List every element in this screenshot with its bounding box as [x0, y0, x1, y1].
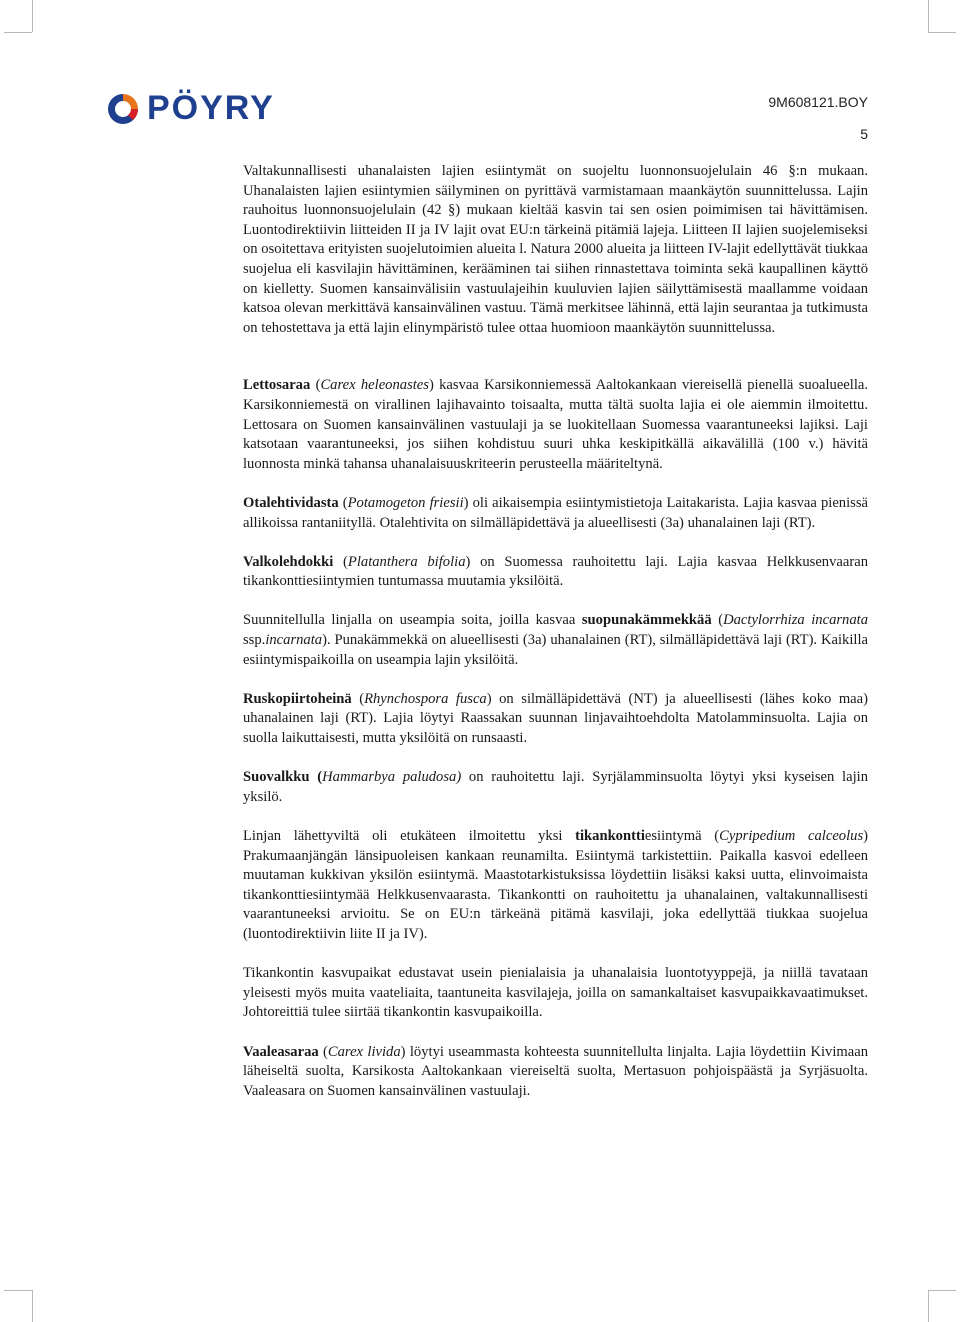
crop-mark [928, 0, 929, 32]
species-name: Suovalkku ( [243, 769, 323, 786]
species-name: suopunakämmekkää [581, 612, 712, 629]
latin-name: Carex heleonastes [320, 377, 429, 394]
latin-name: Cypripedium calceolus [719, 828, 864, 844]
paragraph-suovalkku: Suovalkku (Hammarbya paludosa) on rauhoitettu laji. Syrjälamminsuolta löytyi yksi kyseisen lajin yksilö. [243, 769, 868, 805]
logo-wordmark: PÖYRY [147, 89, 275, 127]
species-name: Ruskopiirtoheinä [243, 690, 352, 707]
paragraph-lettosara: Lettosaraa (Carex heleonastes) kasvaa Karsikonniemessä Aaltokankaan viereisellä pienellä suoalueella. Karsikonniemestä on virallinen lajihavainto toisaalta, mutta tältä suolta lajia ei ole aiemmin ilmoitettu. Lettosara on Suomen kansainvälinen vastuulaji ja se luokitellaan Suomessa vaarantuneeksi lajiksi. Laji katsotaan vaarantuneeksi, jos siihen kohdistuu suuri uhka keskipitkällä aikavälillä (100 v.) hävitä luonnosta minkä tahansa uhanalaisuuskriteerin perusteella määriteltynä. [243, 377, 869, 472]
crop-mark [4, 32, 32, 33]
document-reference: 9M608121.BOY [768, 94, 868, 110]
species-name: Otalehtividasta [243, 494, 339, 511]
paragraph-tikankontti: Linjan lähettyviltä oli etukäteen ilmoitettu yksi tikankonttiesiintymä (Cypripedium calceolus) Prakumaanjängän länsipuoleisen kankaan reunamilta. Esiintymä tarkistettiin. Paikalla kasvoi edelleen muutaman kukkivan yksilön esiintymä. Maastotarkistuksissa löydettiin lisäksi kaksi uutta, elinvoimaista tikankonttiesiintymää Helkkusenvaarasta. Tikankontti on rauhoitettu ja uhanalainen, valtakunnallisesti vaarantuneeksi arvioitu. Se on EU:n tärkeänä pitämä kasvilaji, joka edellyttää tiukkaa suojelua (luontodirektiivin liite II ja IV). [243, 828, 868, 942]
company-logo [103, 90, 303, 128]
poyry-swirl-icon [103, 90, 143, 128]
species-name: Vaaleasaraa [243, 1043, 319, 1060]
document-body [243, 162, 868, 1121]
species-name: tikankontti [575, 828, 645, 844]
paragraph-valkolehdokki: Valkolehdokki (Platanthera bifolia) on Suomessa rauhoitettu laji. Lajia kasvaa Helkkusenvaaran tikankonttiesiintymien tuntumassa muutamia yksilöitä. [243, 553, 868, 590]
crop-mark [928, 32, 956, 33]
latin-name: incarnata [265, 632, 323, 649]
latin-name: Rhynchospora fusca [364, 690, 487, 707]
species-name: Valkolehdokki [243, 553, 334, 570]
latin-name: Carex livida [327, 1043, 401, 1060]
paragraph-tikankontti-habitat: Tikankontin kasvupaikat edustavat usein pienialaisia ja uhanalaisia luontotyyppejä, ja niillä tavataan yleisesti myös muita vaateliaita, taantuneita kasvilajeja, joilla on samankaltaiset kasvupaikkavaatimukset. Johtoreittiä tulee siirtää tikankontin kasvupaikoilla. [243, 965, 868, 1021]
latin-name: Hammarbya paludosa) [322, 769, 462, 786]
crop-mark [4, 1290, 32, 1291]
crop-mark [32, 1290, 33, 1322]
paragraph-intro: Valtakunnallisesti uhanalaisten lajien esiintymät on suojeltu luonnonsuojelulain 46 §:n mukaan. Uhanalaisten lajien esiintymien säilyminen on pyrittävä varmistamaan maankäytön suunnittelussa. Lajin rauhoitus luonnonsuojelulain (42 §) mukaan kieltää kasvin tai sen osien poimimisen tai hävittämisen. Luontodirektiivin liitteiden II ja IV lajit ovat EU:n tärkeinä pitämiä lajeja. Liitteen II lajien suojelemiseksi on osoitettava erityisten suojelutoimien alueita l. Natura 2000 alueita ja liitteen IV-lajit edellyttävät tiukkaa suojelua eli kasvilajin hävittäminen, kerääminen tai siihen rinnastettava toiminta sekä kaupallinen käyttö on kielletty. Suomen kansainvälisiin vastuulajeihin kuuluvien lajien säilyttämisestä maallamme voidaan katsoa olevan merkittävä kansainvälinen vastuu. Tämä merkitsee lähinnä, että lajin seurantaa ja tutkimusta on tehostettava ja että lajin elinympäristö tulee ottaa huomioon maankäytön suunnittelussa. [243, 163, 868, 336]
page-number: 5 [860, 126, 868, 142]
paragraph-otalehtivita: Otalehtividasta (Potamogeton friesii) oli aikaisempia esiintymistietoja Laitakarista. Lajia kasvaa pienissä allikoissa rantaniityllä. Otalehtivita on silmälläpidettävä ja alueellisesti (3a) uhanalainen laji (RT). [243, 494, 868, 531]
paragraph-suopunakammekka: Suunnitellulla linjalla on useampia soita, joilla kasvaa suopunakämmekkää (Dactylorrhiza incarnata ssp.incarnata). Punakämmekkä on alueellisesti (3a) uhanalainen (RT), silmälläpidettävä laji (RT). Kaikilla esiintymispaikoilla on useampia lajin yksilöitä. [243, 612, 868, 668]
paragraph-vaaleasara: Vaaleasaraa (Carex livida) löytyi useammasta kohteesta suunnitellulta linjalta. Lajia löydettiin Kivimaan läheiseltä suolta, Karsikosta Aaltokankaan viereiseltä suolta, Mertasuon pohjoispäästä ja Syrjäsuolta. Vaaleasara on Suomen kansainvälinen vastuulaji. [243, 1043, 868, 1099]
paragraph-ruskopiirtoheina: Ruskopiirtoheinä (Rhynchospora fusca) on silmälläpidettävä (NT) ja alueellisesti (lähes koko maa) uhanalainen laji (RT). Lajia löytyi Raassakan suunnan linjavaihtoehdolta Matolamminsuolta. Lajia on suolla laikuttaisesti, mutta yksilöitä on runsaasti. [243, 690, 868, 747]
crop-mark [928, 1290, 956, 1291]
latin-name: Platanthera bifolia [347, 553, 466, 570]
latin-name: Potamogeton friesii [347, 494, 464, 511]
crop-mark [32, 0, 33, 32]
crop-mark [928, 1290, 929, 1322]
latin-name: Dactylorrhiza incarnata [723, 612, 868, 629]
species-name: Lettosaraa [243, 377, 311, 394]
